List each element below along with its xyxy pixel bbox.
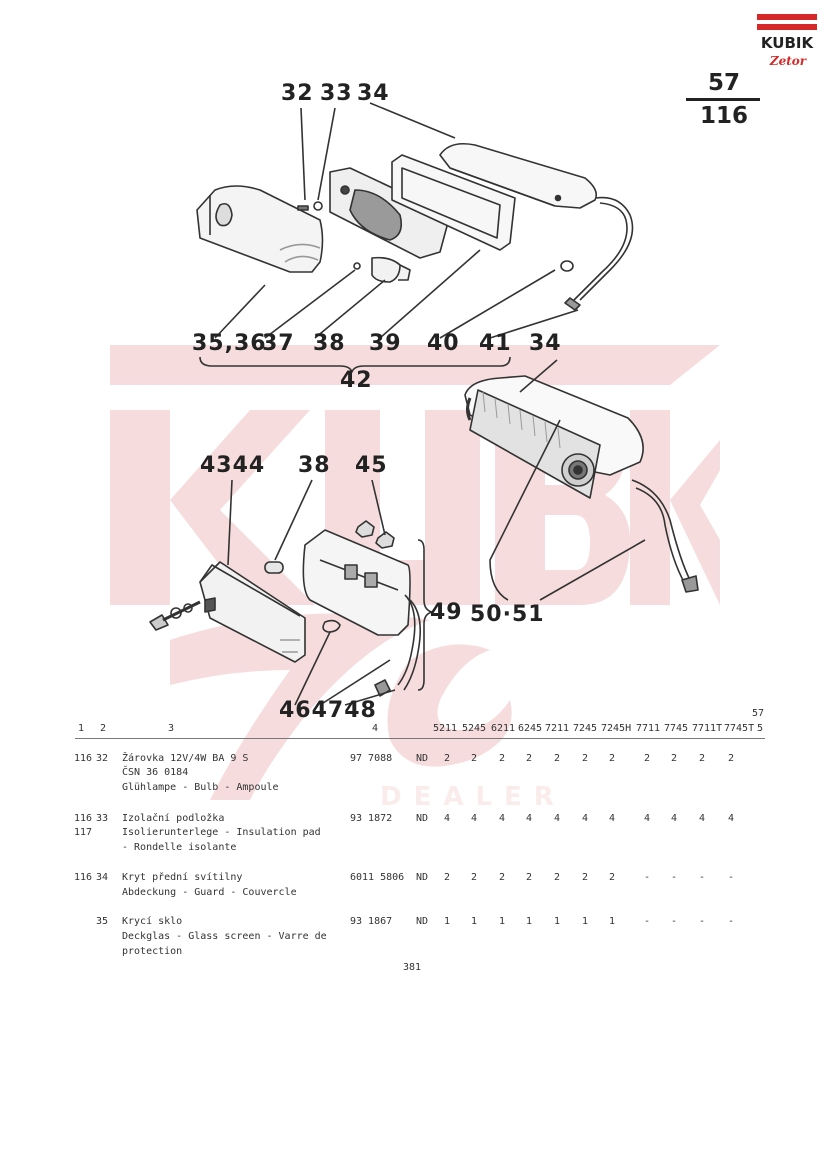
callout-43-44: 4344 <box>200 453 266 478</box>
row-qty: 1 <box>553 916 561 927</box>
col-header-2: 2 <box>100 723 107 734</box>
row-qty: 1 <box>498 916 506 927</box>
row-qty: 4 <box>727 813 735 824</box>
bolt-and-washers <box>150 602 200 630</box>
row-desc-line: - Rondelle isolante <box>122 842 237 853</box>
row-pos: 34 <box>96 872 109 883</box>
row-part-number: 93 1867 <box>350 916 393 927</box>
row-desc-line: Kryt přední svítilny <box>122 872 243 883</box>
col-header-3: 3 <box>168 723 175 734</box>
callout-42: 42 <box>340 368 373 393</box>
rear-lamp-housing <box>303 530 420 696</box>
row-qty: 1 <box>608 916 616 927</box>
row-part-number: 97 7088 <box>350 753 393 764</box>
row-qty: - <box>670 916 678 927</box>
row-qty: 2 <box>608 872 616 883</box>
row-fig: 116 <box>74 753 93 764</box>
logo-brand: KUBIK <box>760 34 814 52</box>
row-qty: - <box>670 872 678 883</box>
callout-45: 45 <box>355 453 388 478</box>
row-desc-line: Deckglas - Glass screen - Varre de <box>122 931 327 942</box>
row-pos: 33 <box>96 813 109 824</box>
row-qty: 2 <box>498 872 506 883</box>
row-qty: - <box>643 872 651 883</box>
row-code: ND <box>416 872 429 883</box>
row-qty: 1 <box>470 916 478 927</box>
svg-text:DEALER: DEALER <box>380 782 566 810</box>
callout-37: 37 <box>262 331 295 356</box>
callout-39: 39 <box>369 331 402 356</box>
row-qty: 4 <box>470 813 478 824</box>
row-qty: 2 <box>525 753 533 764</box>
callout-35-36: 35,36 <box>192 331 267 356</box>
model-header: 7711T <box>692 723 723 734</box>
page-ref-denominator: 116 <box>699 103 748 129</box>
callout-40: 40 <box>427 331 460 356</box>
row-qty: 2 <box>698 753 706 764</box>
row-qty: 2 <box>581 753 589 764</box>
row-qty: 4 <box>670 813 678 824</box>
model-header: 7245H <box>601 723 632 734</box>
row-fig: 116 <box>74 872 93 883</box>
row-desc-line: Abdeckung - Guard - Couvercle <box>122 887 297 898</box>
nuts-part <box>356 521 394 548</box>
row-qty: 2 <box>443 872 451 883</box>
row-qty: 4 <box>643 813 651 824</box>
row-desc-line: Isolierunterlege - Insulation pad <box>122 827 321 838</box>
row-desc-line: protection <box>122 946 183 957</box>
row-code: ND <box>416 813 429 824</box>
screw-part <box>298 206 308 210</box>
top-right-page: 57 <box>752 708 765 719</box>
callout-38-bottom: 38 <box>298 453 331 478</box>
row-pos: 35 <box>96 916 109 927</box>
row-qty: 4 <box>698 813 706 824</box>
callout-32: 32 <box>281 81 314 106</box>
row-qty: 2 <box>443 753 451 764</box>
row-qty: 1 <box>443 916 451 927</box>
row-qty: 4 <box>443 813 451 824</box>
row-desc-line: ČSN 36 0184 <box>122 767 189 778</box>
rear-lamp-lens <box>200 562 305 662</box>
row-desc-line: Žárovka 12V/4W BA 9 S <box>122 753 249 764</box>
col-header-1: 1 <box>78 723 85 734</box>
row-qty: 2 <box>470 872 478 883</box>
model-header: 7745 <box>664 723 689 734</box>
callout-46-47-48: 464748 <box>279 698 377 723</box>
row-qty: 1 <box>581 916 589 927</box>
row-qty: 2 <box>553 872 561 883</box>
row-qty: 2 <box>525 872 533 883</box>
callout-33: 33 <box>320 81 353 106</box>
model-header: 5245 <box>462 723 487 734</box>
row-desc-line: Glühlampe - Bulb - Ampoule <box>122 782 279 793</box>
row-qty: 4 <box>608 813 616 824</box>
row-fig-secondary: 117 <box>74 827 93 838</box>
row-qty: - <box>727 916 735 927</box>
lamp-socket-part <box>323 621 340 632</box>
row-qty: 2 <box>470 753 478 764</box>
row-qty: 2 <box>670 753 678 764</box>
row-qty: 2 <box>553 753 561 764</box>
row-qty: - <box>643 916 651 927</box>
row-qty: - <box>698 872 706 883</box>
row-desc-line: Izolační podložka <box>122 813 225 824</box>
callout-41: 41 <box>479 331 512 356</box>
model-header: 6245 <box>518 723 543 734</box>
row-pos: 32 <box>96 753 109 764</box>
table-header-rule <box>75 738 765 739</box>
grommet-part <box>561 261 573 271</box>
model-header: 7745T <box>724 723 755 734</box>
col-header-4: 4 <box>372 723 379 734</box>
lens-cover-top-part <box>197 186 323 272</box>
assembled-front-lamp <box>465 376 698 592</box>
row-code: ND <box>416 753 429 764</box>
logo-sub: Zetor <box>769 54 807 68</box>
row-desc-line: Krycí sklo <box>122 916 183 927</box>
callout-38-top: 38 <box>313 331 346 356</box>
row-qty: 4 <box>525 813 533 824</box>
callout-50-51: 50·51 <box>470 602 545 627</box>
row-part-number: 93 1872 <box>350 813 393 824</box>
row-qty: 4 <box>553 813 561 824</box>
row-part-number: 6011 5806 <box>350 872 405 883</box>
page-number: 381 <box>403 962 422 973</box>
row-qty: 1 <box>525 916 533 927</box>
row-qty: 2 <box>727 753 735 764</box>
model-header: 7711 <box>636 723 661 734</box>
seal-part <box>354 263 360 269</box>
callout-34-top: 34 <box>357 81 390 106</box>
page-ref-numerator: 57 <box>707 70 740 96</box>
row-qty: - <box>727 872 735 883</box>
callout-49: 49 <box>430 600 463 625</box>
model-header: 7245 <box>573 723 598 734</box>
model-header: 5211 <box>433 723 458 734</box>
row-qty: 2 <box>581 872 589 883</box>
row-qty: 2 <box>608 753 616 764</box>
bulb-part <box>372 258 410 282</box>
model-header: 7211 <box>545 723 570 734</box>
bulb-small-part <box>265 562 283 573</box>
row-qty: 2 <box>643 753 651 764</box>
row-qty: - <box>698 916 706 927</box>
callout-34-right: 34 <box>529 331 562 356</box>
row-qty: 4 <box>498 813 506 824</box>
model-header: 6211 <box>491 723 516 734</box>
row-code: ND <box>416 916 429 927</box>
model-header: 5 <box>757 723 764 734</box>
washer-part <box>314 202 322 210</box>
row-fig: 116 <box>74 813 93 824</box>
row-qty: 4 <box>581 813 589 824</box>
row-qty: 2 <box>498 753 506 764</box>
